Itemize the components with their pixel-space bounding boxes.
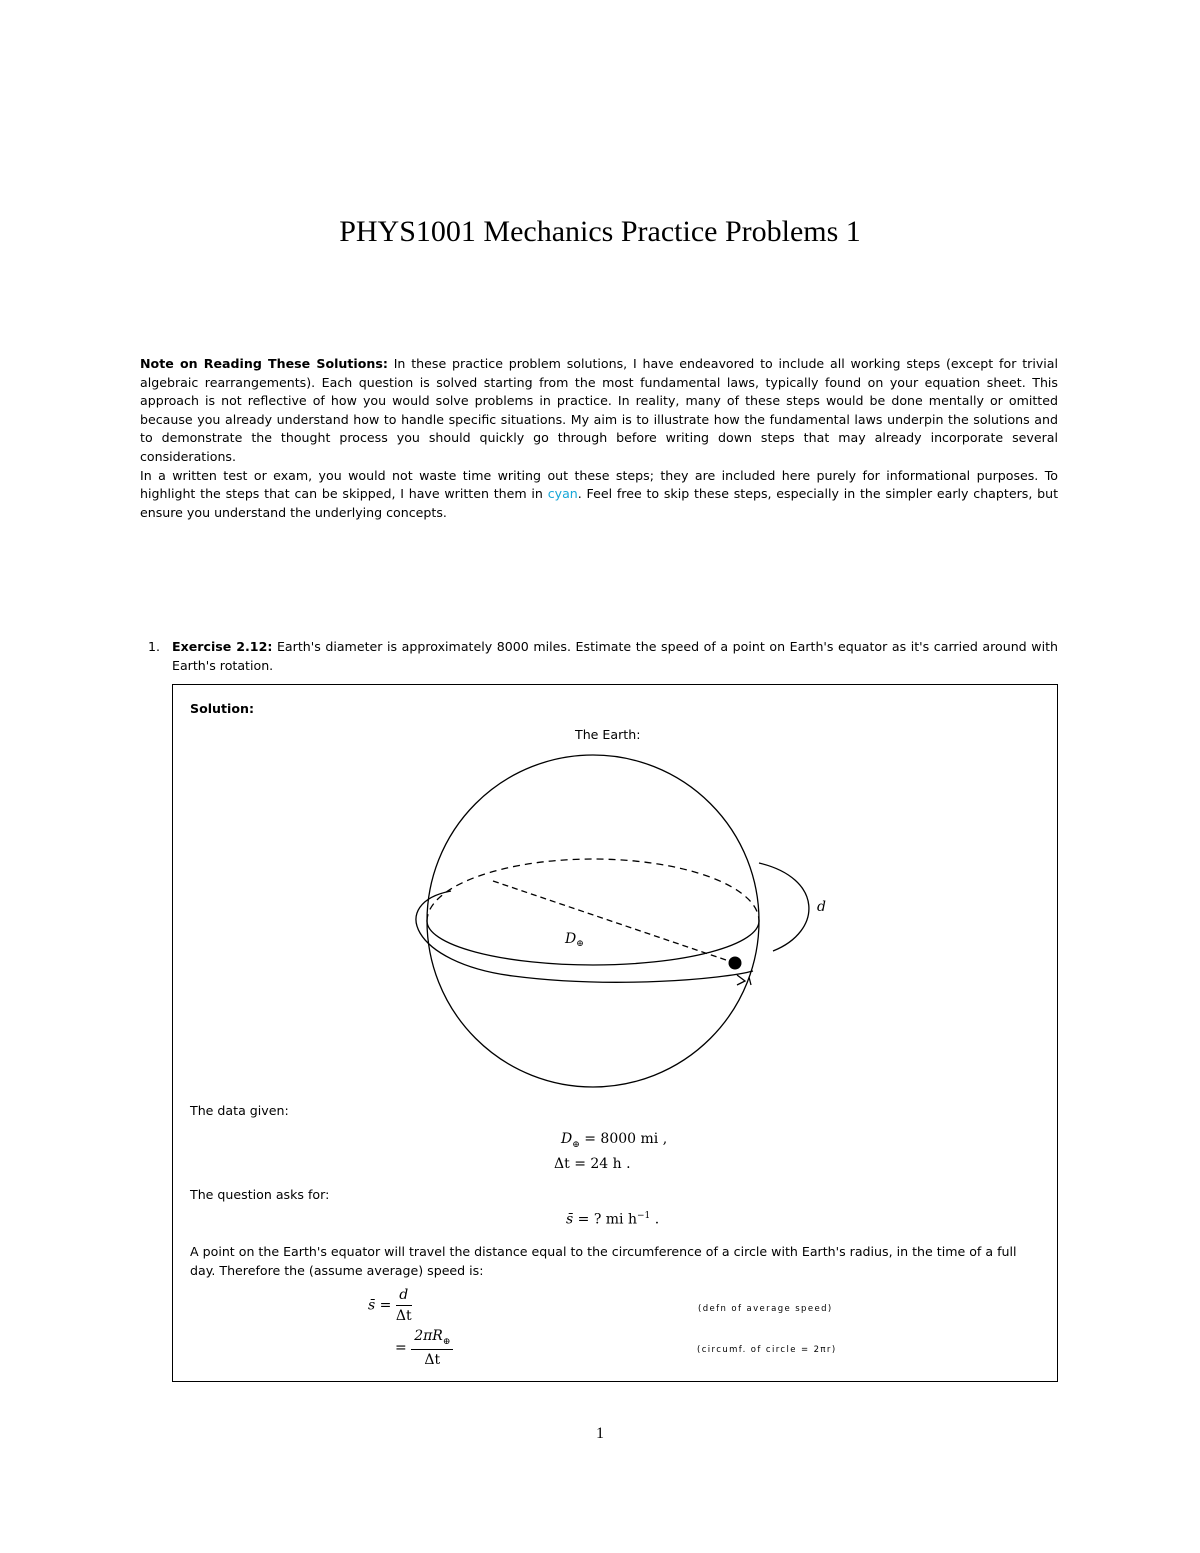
equator-front (427, 921, 759, 965)
problem-1 (148, 638, 1058, 675)
page-title: PHYS1001 Mechanics Practice Problems 1 (339, 215, 861, 248)
figure-caption: The Earth: (575, 727, 641, 742)
asks-intro: The question asks for: (190, 1187, 330, 1202)
equation-2: = $\frac{2\pi R_\oplus}{\Delta t}$ (395, 1328, 453, 1368)
note-paragraph-2-end: . Feel free to skip these steps, especially in the simpler early chapters, but ensure you understand the underlying concepts. (140, 486, 1059, 520)
earth-sphere (427, 755, 759, 1087)
distance-label: d (817, 899, 826, 915)
note-heading: Note on Reading These Solutions: (140, 356, 388, 371)
exercise-label: Exercise 2.12: (172, 639, 273, 654)
problem-number: 1. (148, 639, 161, 654)
note-paragraph-1: In these practice problem solutions, I have endeavored to include all working steps (except for trivial algebraic rearrangements). Each question is solved starting from the most fundamental laws, typically found on your equation sheet. This approach is not reflective of how you would solve problems in practice. In reality, many of these steps would be done mentally or omitted because you already understand how to handle specific situations. My aim is to illustrate how the fundamental laws underpin the solutions and to demonstrate the thought process you should quickly go through before writing down steps that may already incorporate several considerations. (140, 356, 1058, 464)
diameter-line (493, 881, 729, 961)
equation-2-note: (circumf. of circle = 2πr) (697, 1345, 837, 1355)
solution-label: Solution: (190, 701, 254, 716)
diameter-label: $D_\oplus$ (565, 931, 584, 949)
arrow-head-icon (737, 975, 745, 985)
problem-statement (172, 638, 1058, 675)
arrow-tick (749, 977, 751, 985)
travel-ring-front (416, 891, 753, 982)
data-intro: The data given: (190, 1103, 289, 1118)
solution-box (172, 684, 1058, 1382)
equator-back-dashed (427, 859, 759, 921)
travel-ring-right (759, 863, 809, 951)
earth-diagram (413, 753, 833, 1098)
given-time: Δt = 24 h . (554, 1156, 631, 1172)
reading-note (140, 355, 1058, 522)
explanation: A point on the Earth's equator will travel the distance equal to the circumference of a circle with Earth's radius, in the time of a full day. Therefore the (assume average) speed is: (190, 1244, 1017, 1278)
asked-speed: s̄ = ? mi $h^{-1}$ . (566, 1211, 660, 1228)
given-diameter: $D_\oplus = 8000$ mi , (561, 1131, 668, 1150)
page-number: 1 (596, 1425, 604, 1442)
equation-1: s̄ = $\frac{d}{\Delta t}$ (368, 1287, 412, 1324)
equation-1-note: (defn of average speed) (698, 1304, 833, 1314)
equator-point (729, 957, 742, 970)
note-paragraph-2: In a written test or exam, you would not waste time writing out these steps; they are included here purely for informational purposes. To highlight the steps that can be skipped, I have written them in (140, 467, 1058, 502)
note-cyan-word: cyan (547, 486, 578, 502)
exercise-text: Earth's diameter is approximately 8000 miles. Estimate the speed of a point on Earth's equator as it's carried around with Earth's rotation. (172, 639, 1058, 673)
